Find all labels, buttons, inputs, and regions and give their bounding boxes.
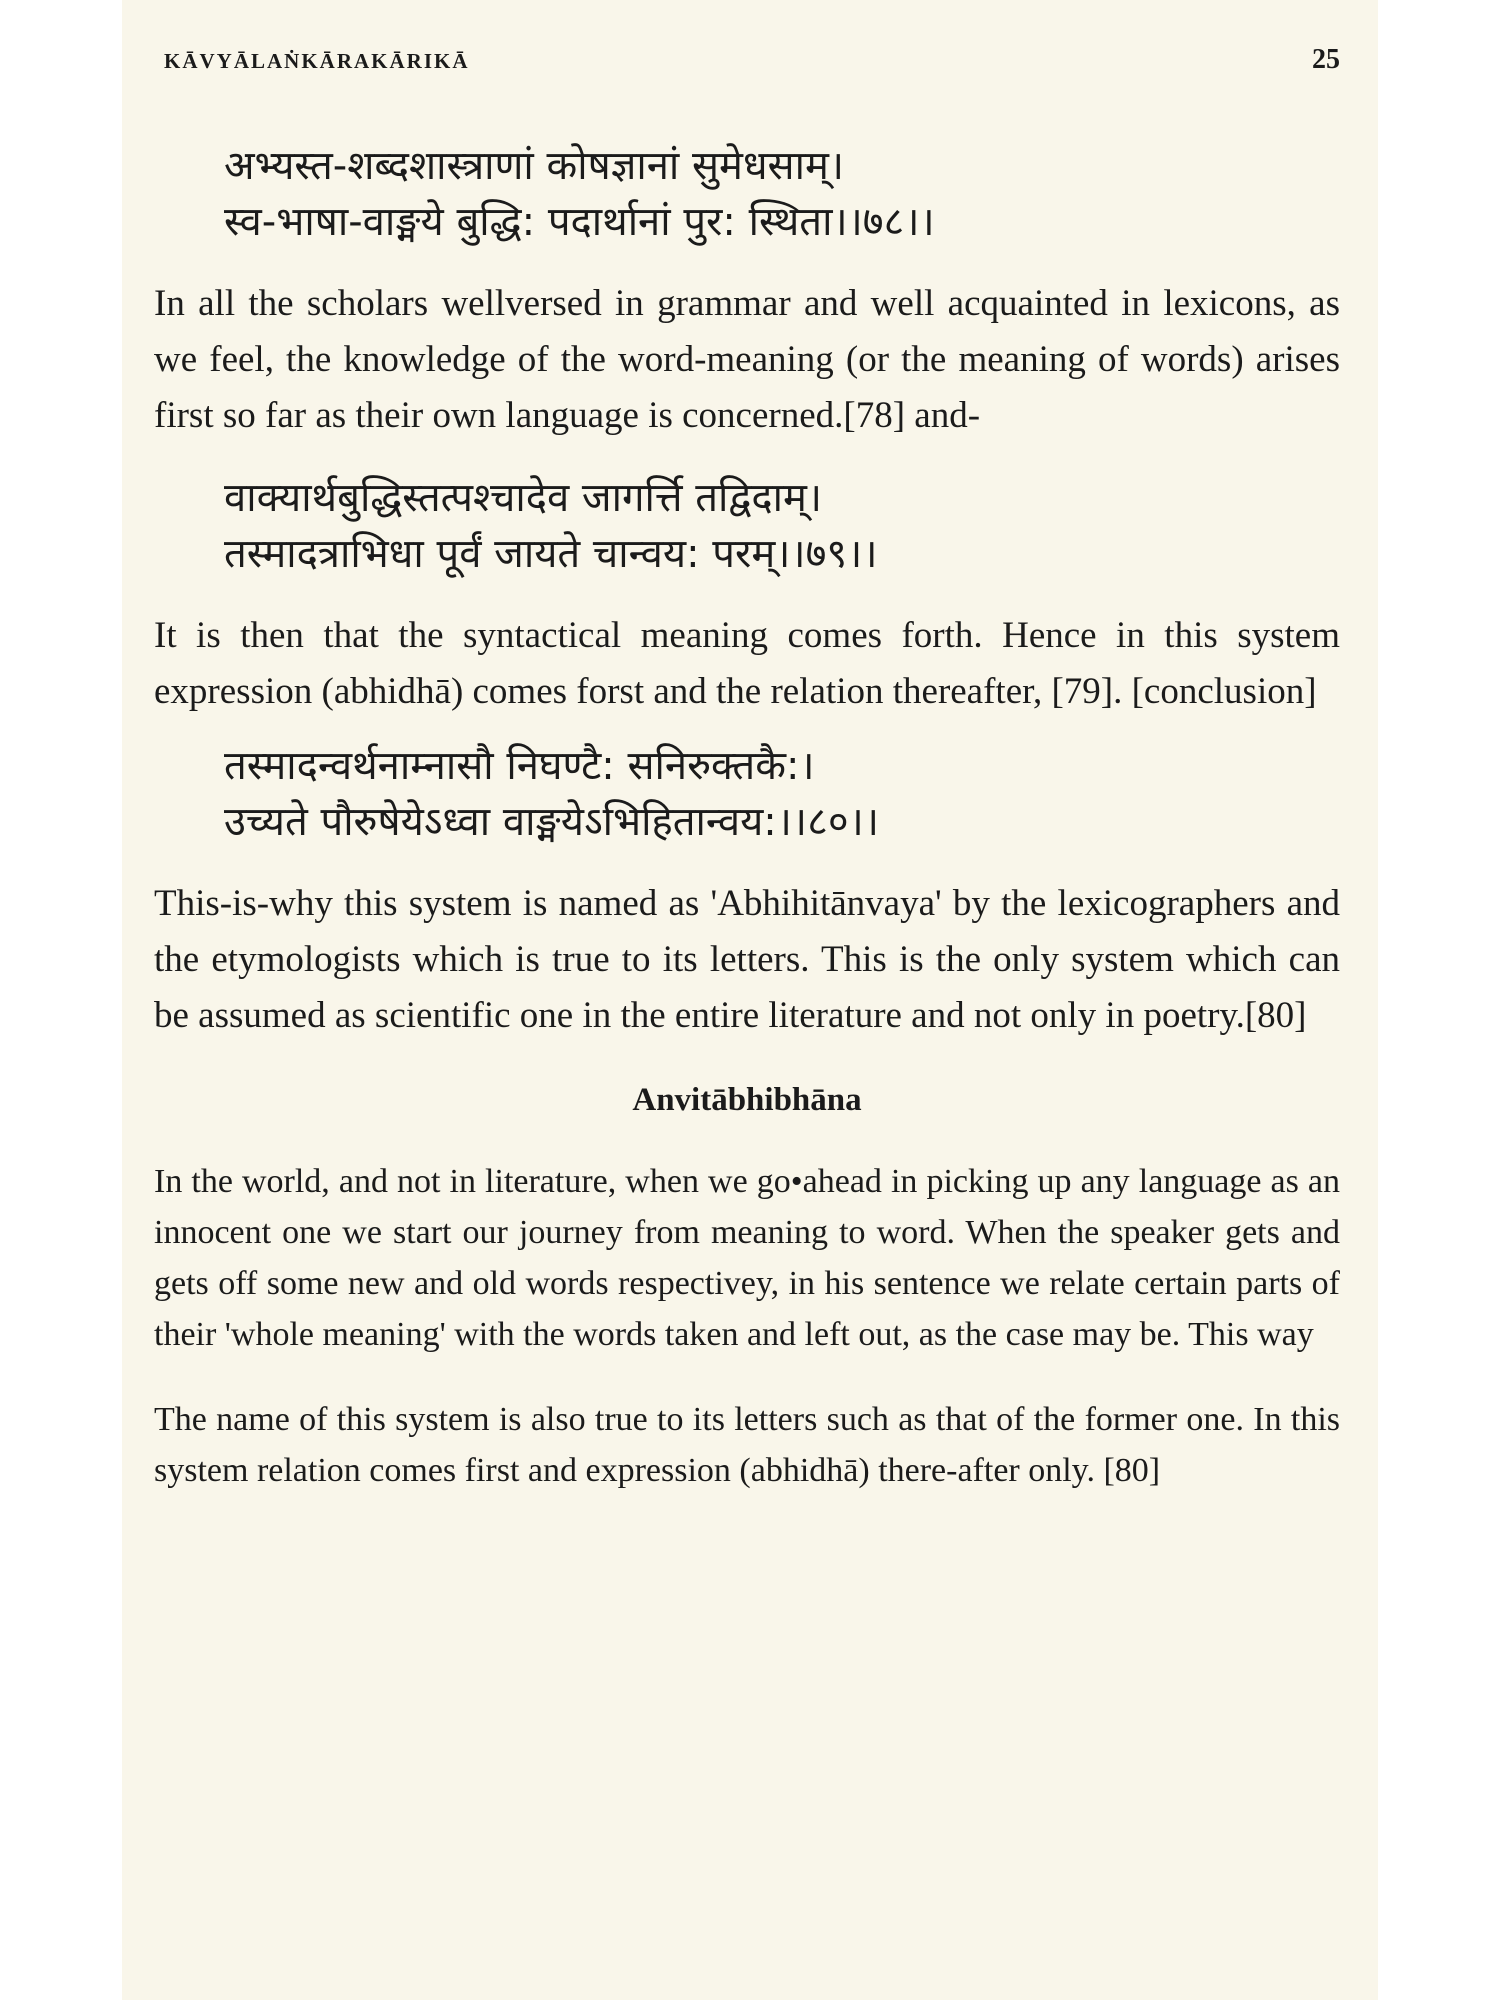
section-paragraph-2: The name of this system is also true to its letters such as that of the former one. In this system relation comes first and expression (abhidhā) there-after only. [80] <box>154 1401 1340 1489</box>
verse-78 <box>224 138 1340 250</box>
verse-79 <box>224 470 1340 582</box>
book-page <box>122 0 1378 2000</box>
paragraph-80: This-is-why this system is named as 'Abhihitānvaya' by the lexicographers and the etymologists which is true to its letters. This is the only system which can be assumed as scientific one in the entire literature and not only in poetry.[80] <box>154 883 1340 1036</box>
running-head <box>164 44 1340 76</box>
verse-80 <box>224 738 1340 850</box>
verse-79-line-2: तस्मादत्राभिधा पूर्वं जायते चान्वय: परम्।।७९।। <box>224 531 878 577</box>
paragraph-78: In all the scholars wellversed in grammar and well acquainted in lexicons, as we feel, the knowledge of the word-meaning (or the meaning of words) arises first so far as their own language is concerned.[78] and- <box>154 283 1340 436</box>
verse-78-line-2: स्व-भाषा-वाङ्मये बुद्धि: पदार्थानां पुर: स्थिता।।७८।। <box>224 199 935 245</box>
page-number: 25 <box>1312 44 1340 75</box>
verse-80-line-1: तस्मादन्वर्थनाम्नासौ निघण्टै: सनिरुक्तकै:। <box>224 743 815 789</box>
verse-80-line-2: उच्यते पौरुषेयेऽध्वा वाङ्मयेऽभिहितान्वय:।।८०।। <box>224 799 879 845</box>
verse-79-line-1: वाक्यार्थबुद्धिस्तत्पश्चादेव जागर्त्ति तद्विदाम्। <box>224 475 823 521</box>
section-paragraph-1: In the world, and not in literature, when we go•ahead in picking up any language as an innocent one we start our journey from meaning to word. When the speaker gets and gets off some new and old words respectivey, in his sentence we relate certain parts of their 'whole meaning' with the words taken and left out, as the case may be. This way <box>154 1163 1340 1353</box>
section-heading: Anvitābhibhāna <box>632 1082 862 1118</box>
running-title: KĀVYĀLAṄKĀRAKĀRIKĀ <box>164 49 470 73</box>
verse-78-line-1: अभ्यस्त-शब्दशास्त्राणां कोषज्ञानां सुमेधसाम्। <box>224 143 845 189</box>
page-body <box>154 138 1340 1496</box>
paragraph-79: It is then that the syntactical meaning comes forth. Hence in this system expression (abhidhā) comes forst and the relation thereafter, [79]. [conclusion] <box>154 615 1340 712</box>
